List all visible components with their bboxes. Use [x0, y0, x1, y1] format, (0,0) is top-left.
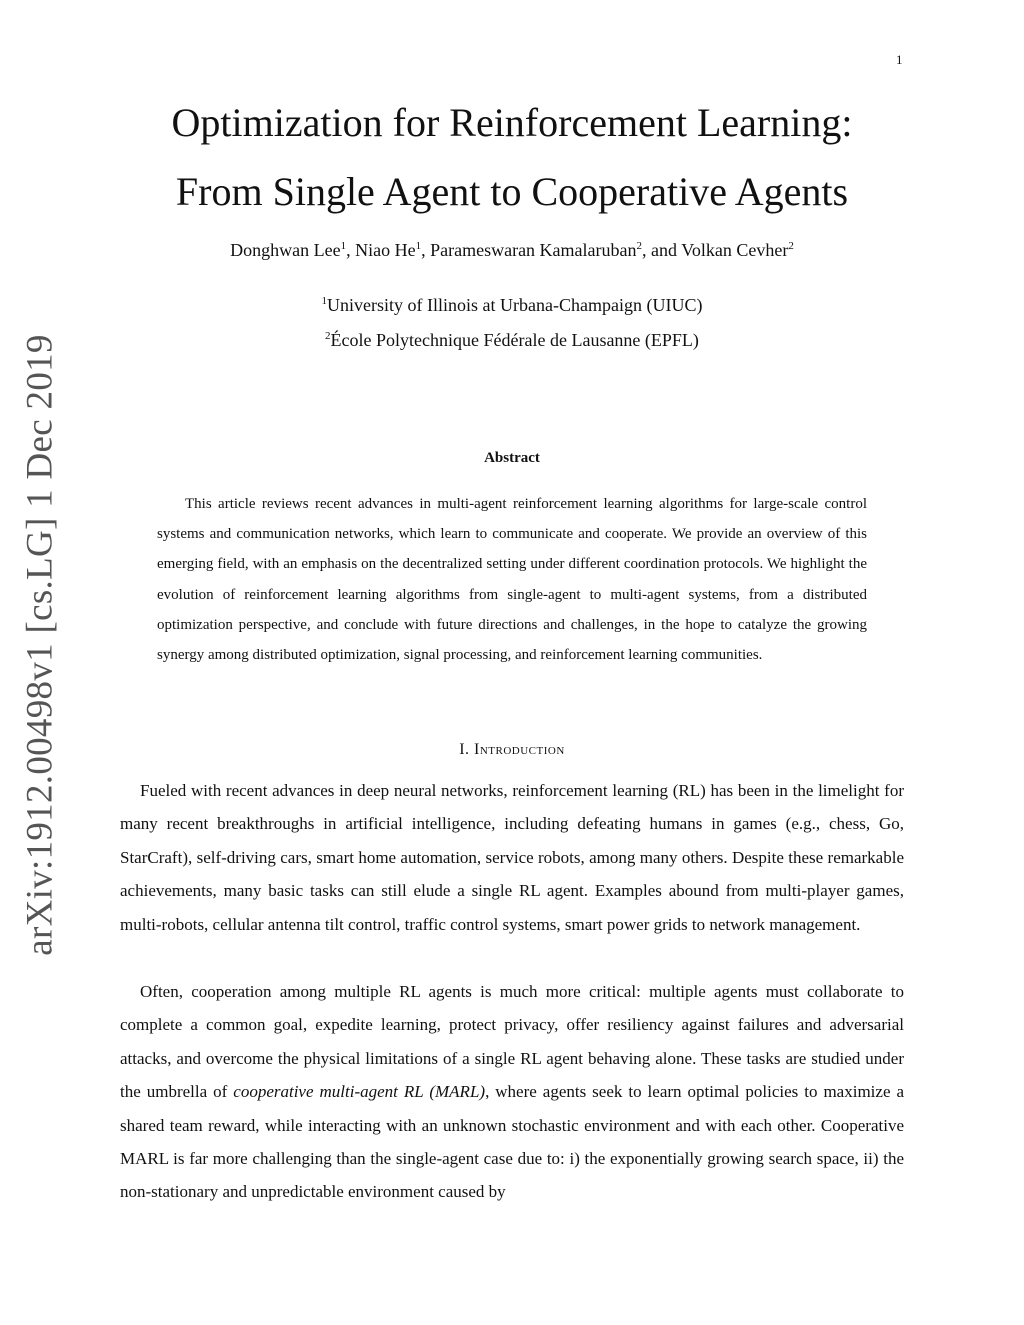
section-number: I. — [459, 741, 470, 758]
paragraph-text: , where agents seek to learn optimal policies to maximize a shared team reward, while interacting with an unknown stochastic environment and with each other. Cooperative MARL is far more challenging than the single-agent case due to: i) the exponentially growing search space, ii) the non-stationary and unpredictable environment caused by — [120, 1082, 905, 1202]
author-name: Niao He — [355, 240, 416, 260]
author-separator: , — [346, 240, 356, 260]
abstract-heading: Abstract — [484, 450, 540, 466]
section-heading-introduction — [0, 741, 1024, 759]
paragraph-text: Often, cooperation among multiple RL agents is much more critical: multiple agents must collaborate to complete a common goal, expedite learning, protect privacy, offer resiliency against failures and adversarial attacks, and overcome the physical limitations of a single RL agent behaving alone. These tasks are studied under the umbrella of — [120, 982, 904, 1102]
affiliation-epfl — [0, 330, 1024, 351]
emphasis-marl: cooperative multi-agent RL (MARL) — [233, 1082, 486, 1102]
author-affil-mark: 2 — [788, 240, 794, 252]
author-affil-mark: 1 — [340, 240, 347, 252]
arxiv-stamp: arXiv:1912.00498v1 [cs.LG] 1 Dec 2019 — [19, 334, 61, 956]
affil-mark: 1 — [321, 295, 328, 307]
paper-title-line-1: Optimization for Reinforcement Learning: — [171, 100, 853, 145]
author-affil-mark: 2 — [636, 240, 643, 252]
author-list — [0, 240, 1024, 261]
affil-text: École Polytechnique Fédérale de Lausanne (EPFL) — [330, 330, 699, 350]
affil-text: University of Illinois at Urbana-Champaign (UIUC) — [327, 295, 703, 315]
page-number: 1 — [896, 52, 903, 67]
intro-paragraph-1: Fueled with recent advances in deep neural networks, reinforcement learning (RL) has been in the limelight for many recent breakthroughs in artificial intelligence, including defeating humans in games (e.g., chess, Go, StarCraft), self-driving cars, smart home automation, service robots, among many others. Despite these remarkable achievements, many basic tasks can still elude a single RL agent. Examples abound from multi-player games, multi-robots, cellular antenna tilt control, traffic control systems, smart power grids to network management. — [120, 781, 904, 934]
author-name: Parameswaran Kamalaruban — [430, 240, 637, 260]
paper-title-line-2: From Single Agent to Cooperative Agents — [175, 169, 849, 214]
author-name: Volkan Cevher — [681, 240, 789, 260]
author-separator: , — [421, 240, 431, 260]
abstract-text: This article reviews recent advances in multi-agent reinforcement learning algorithms for large-scale control systems and communication networks, which learn to communicate and cooperate. We provide an overview of this emerging field, with an emphasis on the decentralized setting under different coordination protocols. We highlight the evolution of reinforcement learning algorithms from single-agent to multi-agent systems, from a distributed optimization perspective, and conclude with future directions and challenges, in the hope to catalyze the growing synergy among distributed optimization, signal processing, and reinforcement learning communities. — [157, 496, 867, 664]
author-name: Donghwan Lee — [230, 240, 341, 260]
affiliation-uiuc — [0, 295, 1024, 316]
section-title: Introduction — [474, 741, 565, 758]
intro-paragraph-2 — [120, 975, 904, 1209]
author-separator: , and — [642, 240, 682, 260]
affil-mark: 2 — [325, 330, 331, 342]
author-affil-mark: 1 — [415, 240, 422, 252]
